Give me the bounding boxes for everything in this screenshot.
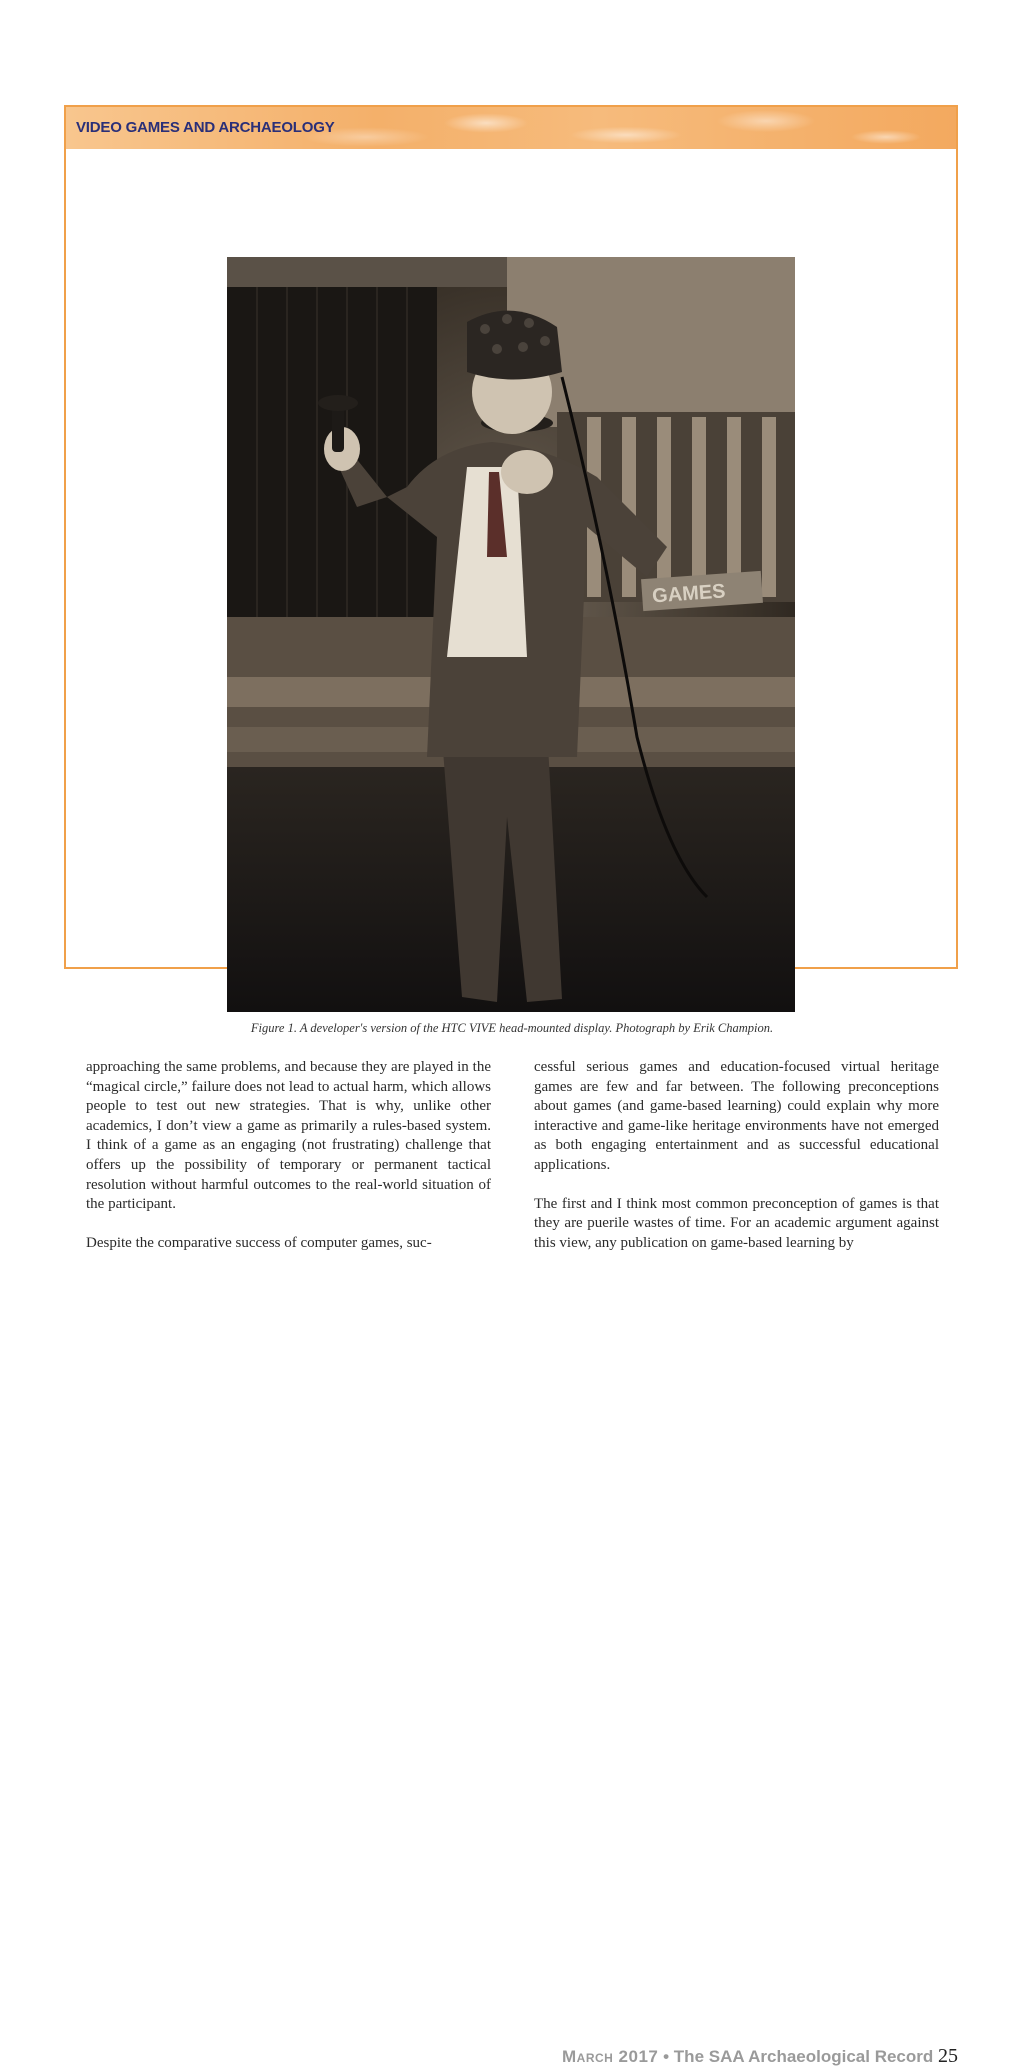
body-paragraph: Despite the comparative success of computer games, suc-: [86, 1234, 432, 1251]
body-paragraph: cessful serious games and education-focused virtual heritage games are few and far between. The following preconceptions about games (and game-based learning) could explain why more interactive and game-like heritage environments have not emerged as both engaging entertainment and as successful educational applications.: [534, 1059, 939, 1173]
figure-caption: Figure 1. A developer's version of the HTC VIVE head-mounted display. Photograph by Erik Champion.: [250, 1021, 774, 1035]
footer-issue-date: March 2017: [562, 2047, 659, 2066]
body-paragraph: approaching the same problems, and because they are played in the “magical circle,” failure does not lead to actual harm, which allows people to test out new strategies. That is why, unlike other academics, I don’t view a game as primarily a rules-based system. I think of a game as an engaging (not frustrating) challenge that offers up the possibility of temporary or permanent tactical resolution without harmful outcomes to the real-world situation of the participant.: [86, 1059, 491, 1213]
section-header-band: [66, 107, 956, 149]
footer-separator: •: [663, 2047, 670, 2066]
page-number: 25: [938, 2045, 958, 2067]
figure-photo: [227, 257, 795, 1012]
vr-developer-photo: [227, 257, 795, 1012]
section-title: VIDEO GAMES AND ARCHAEOLOGY: [76, 119, 335, 136]
body-paragraph: The first and I think most common preconception of games is that they are puerile wastes of time. For an academic argument against this view, any publication on game-based learning by: [534, 1195, 939, 1251]
footer-journal-line: [562, 2047, 933, 2067]
footer-journal-name: The SAA Archaeological Record: [673, 2047, 934, 2066]
games-sign-text: GAMES: [651, 580, 727, 608]
